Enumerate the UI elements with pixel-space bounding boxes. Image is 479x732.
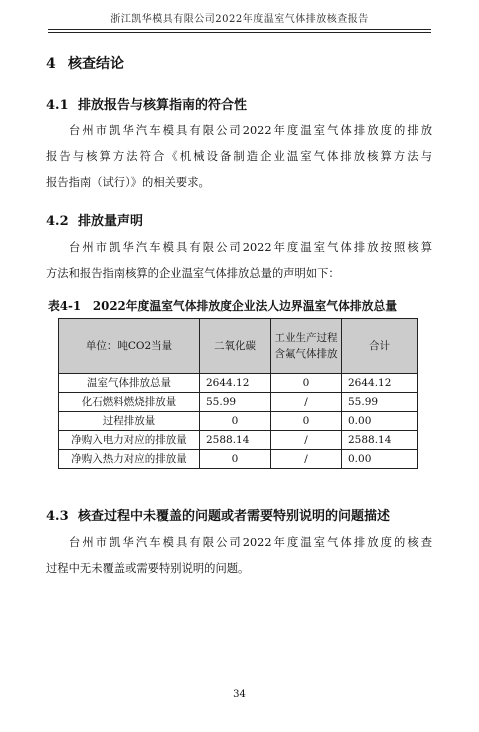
section-4-1-heading <box>46 94 247 113</box>
cell-co2: 55.99 <box>200 393 271 412</box>
paragraph-line: 报告与核算方法符合《机械设备制造企业温室气体排放核算方法与 <box>46 150 432 163</box>
table-row <box>59 412 418 431</box>
cell-co2: 2644.12 <box>200 374 271 393</box>
column-header-unit: 单位：吨CO2当量 <box>59 319 200 374</box>
header-rule <box>48 29 431 30</box>
table-row <box>59 450 418 469</box>
cell-fluorinated-gas: 0 <box>271 412 342 431</box>
section-number: 4.1 <box>46 98 69 113</box>
section-4-2-paragraph <box>46 235 432 287</box>
cell-total: 2644.12 <box>342 374 418 393</box>
row-label: 化石燃料燃烧排放量 <box>59 393 200 412</box>
section-number: 4.3 <box>46 509 69 524</box>
row-label: 净购入电力对应的排放量 <box>59 431 200 450</box>
row-label: 净购入热力对应的排放量 <box>59 450 200 469</box>
cell-co2: 0 <box>200 450 271 469</box>
cell-fluorinated-gas: 0 <box>271 374 342 393</box>
cell-total: 0.00 <box>342 450 418 469</box>
table-row <box>59 431 418 450</box>
section-4-heading <box>46 53 124 73</box>
section-4-1-paragraph <box>46 118 432 196</box>
column-header-co2: 二氧化碳 <box>200 319 271 374</box>
section-title: 核查结论 <box>68 56 124 72</box>
cell-total: 0.00 <box>342 412 418 431</box>
section-title: 排放报告与核算指南的符合性 <box>78 98 248 113</box>
section-4-2-heading <box>46 210 143 229</box>
table-row <box>59 393 418 412</box>
section-title: 核查过程中未覆盖的问题或者需要特别说明的问题描述 <box>78 509 391 524</box>
cell-total: 2588.14 <box>342 431 418 450</box>
header-rule-double <box>48 32 431 33</box>
row-label: 温室气体排放总量 <box>59 374 200 393</box>
section-4-3-paragraph <box>46 530 432 582</box>
emissions-table <box>58 318 418 469</box>
cell-total: 55.99 <box>342 393 418 412</box>
paragraph-line: 方法和报告指南核算的企业温室气体排放总量的声明如下： <box>46 267 340 280</box>
cell-co2: 0 <box>200 412 271 431</box>
paragraph-line: 报告指南（试行）》的相关要求。 <box>46 176 210 189</box>
cell-fluorinated-gas: / <box>271 431 342 450</box>
table-caption: 表4-1 2022年度温室气体排放度企业法人边界温室气体排放总量 <box>48 299 398 313</box>
page-header: 浙江凯华模具有限公司2022年度温室气体排放核查报告 <box>110 14 369 25</box>
column-header-fluorinated-gas: 工业生产过程含氟气体排放 <box>271 319 342 374</box>
cell-co2: 2588.14 <box>200 431 271 450</box>
paragraph-line: 台州市凯华汽车模具有限公司2022年度温室气体排放度的核查 <box>69 536 432 549</box>
paragraph-line: 过程中无未覆盖或需要特别说明的问题。 <box>46 562 250 575</box>
section-number: 4 <box>46 56 56 72</box>
paragraph-line: 台州市凯华汽车模具有限公司2022年度温室气体排放按照核算 <box>69 241 432 254</box>
table-row <box>59 374 418 393</box>
page-number: 34 <box>233 689 246 700</box>
section-number: 4.2 <box>46 214 69 229</box>
table-header-row <box>59 319 418 374</box>
cell-fluorinated-gas: / <box>271 393 342 412</box>
cell-fluorinated-gas: / <box>271 450 342 469</box>
column-header-total: 合计 <box>342 319 418 374</box>
row-label: 过程排放量 <box>59 412 200 431</box>
section-4-3-heading <box>46 505 390 524</box>
section-title: 排放量声明 <box>78 214 144 229</box>
paragraph-line: 台州市凯华汽车模具有限公司2022年度温室气体排放度的排放 <box>69 124 432 137</box>
